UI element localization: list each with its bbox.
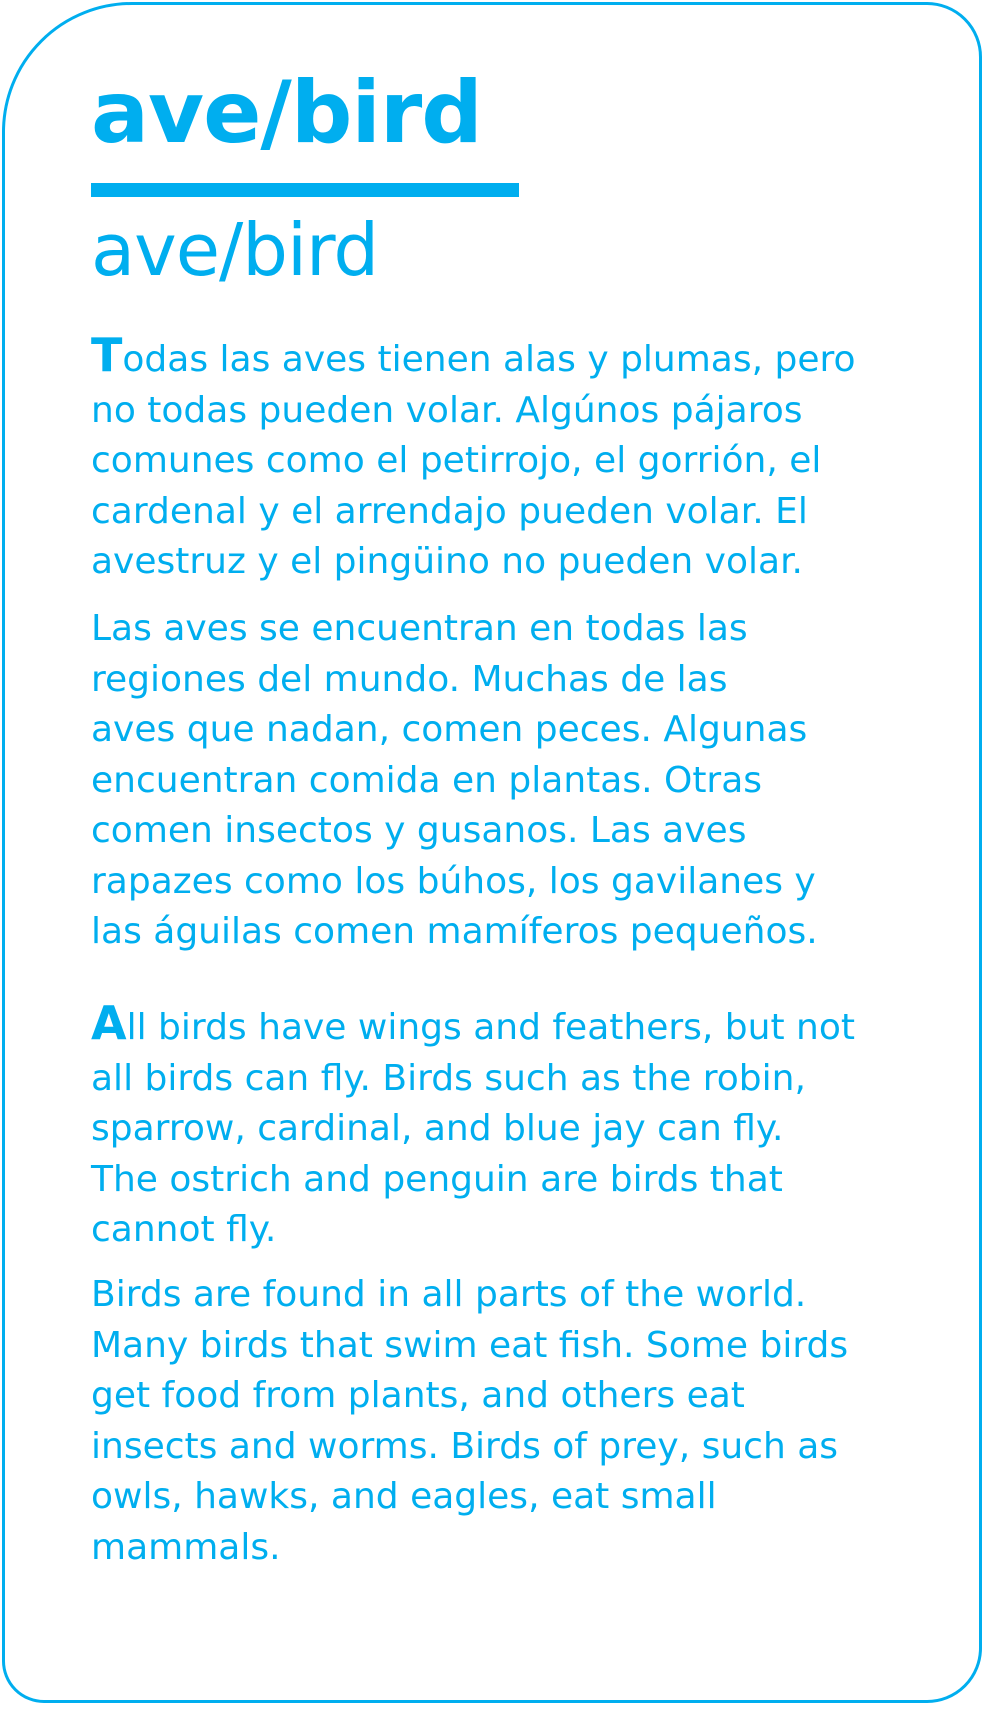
text-line: Todas las aves tienen alas y plumas, pero — [91, 328, 856, 382]
text-line: insects and worms. Birds of prey, such as — [91, 1425, 839, 1467]
text-line: comunes como el petirrojo, el gorrión, el — [91, 440, 822, 481]
text-line: encuentran comida en plantas. Otras — [91, 759, 763, 801]
text-line: las águilas comen mamíferos pequeños. — [91, 911, 818, 952]
text-line: aves que nadan, comen peces. Algunas — [91, 709, 808, 750]
text-line: owls, hawks, and eagles, eat small — [91, 1476, 717, 1517]
text-line: rapazes como los búhos, los gavilanes y — [91, 860, 816, 902]
english-paragraph-1 — [91, 998, 951, 1256]
spanish-paragraph-1 — [91, 330, 951, 588]
text-line: all birds can fly. Birds such as the robin, — [91, 1057, 806, 1099]
text-line: no todas pueden volar. Algúnos pájaros — [91, 389, 803, 431]
text-line: Birds are found in all parts of the world. — [91, 1274, 807, 1315]
english-paragraph-2 — [91, 1270, 951, 1573]
text-line: Many birds that swim eat fish. Some birds — [91, 1324, 849, 1366]
text-line: The ostrich and penguin are birds that — [91, 1158, 783, 1200]
text-line: regiones del mundo. Muchas de las — [91, 658, 728, 700]
spanish-paragraph-2 — [91, 604, 951, 958]
text-line: sparrow, cardinal, and blue jay can fly. — [91, 1108, 784, 1149]
text-line: All birds have wings and feathers, but not — [91, 996, 855, 1050]
drop-cap: A — [91, 996, 127, 1050]
text-line: Las aves se encuentran en todas las — [91, 608, 748, 649]
entry-title: ave/bird — [91, 63, 482, 163]
entry-subtitle: ave/bird — [91, 208, 379, 292]
text-line: cannot fly. — [91, 1209, 277, 1250]
text-line: comen insectos y gusanos. Las aves — [91, 810, 747, 851]
drop-cap: T — [91, 328, 123, 382]
text-line: avestruz y el pingüino no pueden volar. — [91, 541, 804, 582]
text-line: get food from plants, and others eat — [91, 1375, 745, 1416]
text-line: cardenal y el arrendajo pueden volar. El — [91, 490, 808, 532]
title-underline — [91, 183, 519, 197]
text-line: mammals. — [91, 1526, 281, 1568]
